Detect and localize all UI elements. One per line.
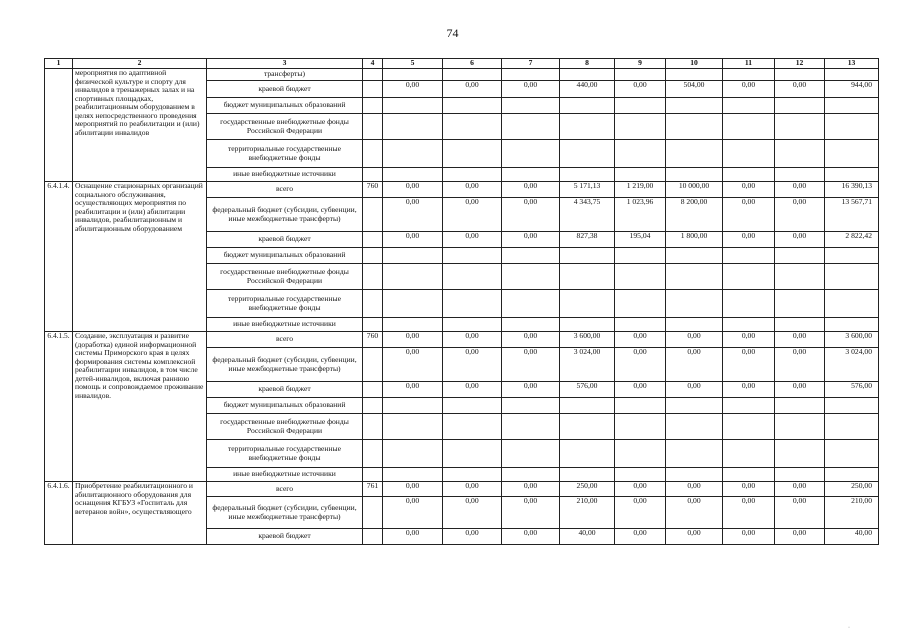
value-cell-col-7: 0,00 — [502, 198, 560, 232]
value-cell-col-12: 0,00 — [775, 232, 825, 248]
grbs-code — [363, 168, 383, 182]
value-cell-col-10 — [666, 248, 723, 264]
value-cell-col-13: 3 024,00 — [825, 348, 879, 382]
value-cell-col-11 — [723, 414, 775, 440]
value-cell-col-12 — [775, 398, 825, 414]
item-code: 6.4.1.4. — [45, 182, 73, 332]
value-cell-col-6 — [443, 248, 502, 264]
value-cell-col-5: 0,00 — [383, 182, 443, 198]
value-cell-col-7 — [502, 414, 560, 440]
value-cell-col-8: 3 600,00 — [560, 332, 615, 348]
value-cell-col-5 — [383, 318, 443, 332]
value-cell-col-12: 0,00 — [775, 482, 825, 497]
value-cell-col-8 — [560, 69, 615, 81]
value-cell-col-5 — [383, 168, 443, 182]
value-cell-col-8: 40,00 — [560, 529, 615, 545]
value-cell-col-10: 0,00 — [666, 529, 723, 545]
funding-source: федеральный бюджет (субсидии, субвенции, иные межбюджетные трансферты) — [207, 198, 363, 232]
value-cell-col-6 — [443, 140, 502, 168]
value-cell-col-12 — [775, 168, 825, 182]
value-cell-col-12 — [775, 98, 825, 114]
value-cell-col-8 — [560, 98, 615, 114]
value-cell-col-11 — [723, 318, 775, 332]
value-cell-col-12: 0,00 — [775, 348, 825, 382]
value-cell-col-10 — [666, 440, 723, 468]
value-cell-col-13: 210,00 — [825, 497, 879, 529]
value-cell-col-9 — [615, 168, 666, 182]
value-cell-col-7: 0,00 — [502, 232, 560, 248]
item-name: Оснащение стационарных организаций социального обслуживания, осуществляющих мероприятия по реабилитации и (или) абилитации инвалидов, реабилитационным и абилитационным оборудованием — [73, 182, 207, 332]
value-cell-col-6 — [443, 114, 502, 140]
value-cell-col-10 — [666, 290, 723, 318]
value-cell-col-12 — [775, 440, 825, 468]
funding-source: всего — [207, 482, 363, 497]
value-cell-col-5: 0,00 — [383, 81, 443, 98]
value-cell-col-5: 0,00 — [383, 198, 443, 232]
value-cell-col-12: 0,00 — [775, 497, 825, 529]
funding-source: бюджет муниципальных образований — [207, 98, 363, 114]
value-cell-col-5 — [383, 248, 443, 264]
value-cell-col-13 — [825, 98, 879, 114]
item-name: Приобретение реабилитационного и абилитационного оборудования для оснащения КГБУЗ «Госпиталь для ветеранов войн», осуществляющего — [73, 482, 207, 545]
value-cell-col-8 — [560, 414, 615, 440]
column-header-6: 6 — [443, 59, 502, 69]
funding-source: всего — [207, 182, 363, 198]
funding-source: территориальные государственные внебюджетные фонды — [207, 140, 363, 168]
value-cell-col-11 — [723, 398, 775, 414]
value-cell-col-10: 8 200,00 — [666, 198, 723, 232]
value-cell-col-13 — [825, 290, 879, 318]
table-row — [45, 332, 879, 348]
value-cell-col-5 — [383, 414, 443, 440]
grbs-code — [363, 264, 383, 290]
value-cell-col-11: 0,00 — [723, 232, 775, 248]
item-code — [45, 69, 73, 182]
value-cell-col-5: 0,00 — [383, 482, 443, 497]
value-cell-col-7 — [502, 290, 560, 318]
value-cell-col-6 — [443, 168, 502, 182]
value-cell-col-7: 0,00 — [502, 81, 560, 98]
value-cell-col-9 — [615, 468, 666, 482]
value-cell-col-6 — [443, 98, 502, 114]
grbs-code: 760 — [363, 332, 383, 348]
value-cell-col-8 — [560, 264, 615, 290]
value-cell-col-5 — [383, 140, 443, 168]
funding-source: бюджет муниципальных образований — [207, 248, 363, 264]
item-code: 6.4.1.5. — [45, 332, 73, 482]
funding-source: иные внебюджетные источники — [207, 318, 363, 332]
value-cell-col-12: 0,00 — [775, 81, 825, 98]
value-cell-col-7: 0,00 — [502, 348, 560, 382]
value-cell-col-10: 0,00 — [666, 382, 723, 398]
column-header-5: 5 — [383, 59, 443, 69]
value-cell-col-7: 0,00 — [502, 529, 560, 545]
value-cell-col-9: 0,00 — [615, 482, 666, 497]
value-cell-col-7 — [502, 140, 560, 168]
value-cell-col-6 — [443, 414, 502, 440]
value-cell-col-5 — [383, 290, 443, 318]
value-cell-col-8 — [560, 114, 615, 140]
value-cell-col-5: 0,00 — [383, 497, 443, 529]
column-header-10: 10 — [666, 59, 723, 69]
funding-source: государственные внебюджетные фонды Российской Федерации — [207, 114, 363, 140]
value-cell-col-13 — [825, 440, 879, 468]
funding-source: бюджет муниципальных образований — [207, 398, 363, 414]
value-cell-col-5: 0,00 — [383, 348, 443, 382]
value-cell-col-6: 0,00 — [443, 232, 502, 248]
value-cell-col-10: 0,00 — [666, 348, 723, 382]
funding-source: государственные внебюджетные фонды Российской Федерации — [207, 264, 363, 290]
value-cell-col-7: 0,00 — [502, 182, 560, 198]
value-cell-col-8: 440,00 — [560, 81, 615, 98]
grbs-code — [363, 114, 383, 140]
value-cell-col-12: 0,00 — [775, 182, 825, 198]
value-cell-col-10 — [666, 264, 723, 290]
value-cell-col-9: 0,00 — [615, 81, 666, 98]
grbs-code: 761 — [363, 482, 383, 497]
value-cell-col-11: 0,00 — [723, 81, 775, 98]
value-cell-col-12: 0,00 — [775, 198, 825, 232]
grbs-code — [363, 440, 383, 468]
value-cell-col-10 — [666, 114, 723, 140]
value-cell-col-12 — [775, 69, 825, 81]
value-cell-col-13 — [825, 414, 879, 440]
column-header-11: 11 — [723, 59, 775, 69]
value-cell-col-5 — [383, 114, 443, 140]
table-row — [45, 182, 879, 198]
funding-source: территориальные государственные внебюджетные фонды — [207, 440, 363, 468]
table-row — [45, 482, 879, 497]
value-cell-col-13 — [825, 248, 879, 264]
value-cell-col-7: 0,00 — [502, 332, 560, 348]
value-cell-col-6 — [443, 468, 502, 482]
value-cell-col-9 — [615, 140, 666, 168]
value-cell-col-12 — [775, 414, 825, 440]
value-cell-col-13: 250,00 — [825, 482, 879, 497]
budget-table — [44, 58, 879, 545]
value-cell-col-13 — [825, 168, 879, 182]
value-cell-col-12 — [775, 140, 825, 168]
value-cell-col-8 — [560, 168, 615, 182]
value-cell-col-9 — [615, 440, 666, 468]
value-cell-col-9 — [615, 248, 666, 264]
value-cell-col-5: 0,00 — [383, 382, 443, 398]
funding-source: всего — [207, 332, 363, 348]
value-cell-col-5: 0,00 — [383, 232, 443, 248]
grbs-code — [363, 497, 383, 529]
value-cell-col-5 — [383, 398, 443, 414]
value-cell-col-11 — [723, 290, 775, 318]
value-cell-col-5: 0,00 — [383, 332, 443, 348]
value-cell-col-5 — [383, 98, 443, 114]
column-header-12: 12 — [775, 59, 825, 69]
grbs-code — [363, 248, 383, 264]
value-cell-col-11 — [723, 264, 775, 290]
value-cell-col-11 — [723, 440, 775, 468]
grbs-code — [363, 414, 383, 440]
value-cell-col-6 — [443, 440, 502, 468]
footer-mark: · — [848, 625, 850, 631]
value-cell-col-6 — [443, 290, 502, 318]
grbs-code — [363, 140, 383, 168]
funding-source: иные внебюджетные источники — [207, 168, 363, 182]
value-cell-col-13: 3 600,00 — [825, 332, 879, 348]
value-cell-col-8: 4 343,75 — [560, 198, 615, 232]
value-cell-col-10 — [666, 468, 723, 482]
value-cell-col-13 — [825, 114, 879, 140]
item-name: мероприятия по адаптивной физической культуре и спорту для инвалидов в тренажерных залах и на спортивных площадках, реабилитационным оборудованием в целях непосредственного проведения мероприятий по реабилитации и (или) абилитации инвалидов — [73, 69, 207, 182]
value-cell-col-12 — [775, 264, 825, 290]
value-cell-col-7 — [502, 264, 560, 290]
funding-source: трансферты) — [207, 69, 363, 81]
value-cell-col-8: 210,00 — [560, 497, 615, 529]
funding-source: территориальные государственные внебюджетные фонды — [207, 290, 363, 318]
value-cell-col-6 — [443, 264, 502, 290]
value-cell-col-5 — [383, 440, 443, 468]
value-cell-col-9 — [615, 414, 666, 440]
value-cell-col-8: 827,38 — [560, 232, 615, 248]
column-header-7: 7 — [502, 59, 560, 69]
value-cell-col-7 — [502, 69, 560, 81]
value-cell-col-12: 0,00 — [775, 529, 825, 545]
funding-source: краевой бюджет — [207, 382, 363, 398]
value-cell-col-8 — [560, 440, 615, 468]
value-cell-col-13: 576,00 — [825, 382, 879, 398]
value-cell-col-11: 0,00 — [723, 497, 775, 529]
value-cell-col-9: 1 219,00 — [615, 182, 666, 198]
value-cell-col-6 — [443, 398, 502, 414]
value-cell-col-9 — [615, 264, 666, 290]
value-cell-col-6: 0,00 — [443, 482, 502, 497]
value-cell-col-10 — [666, 168, 723, 182]
value-cell-col-10 — [666, 398, 723, 414]
value-cell-col-6: 0,00 — [443, 81, 502, 98]
value-cell-col-8: 576,00 — [560, 382, 615, 398]
value-cell-col-11: 0,00 — [723, 382, 775, 398]
column-header-1: 1 — [45, 59, 73, 69]
value-cell-col-13 — [825, 318, 879, 332]
value-cell-col-6: 0,00 — [443, 198, 502, 232]
page-number: 74 — [446, 26, 459, 40]
value-cell-col-13: 944,00 — [825, 81, 879, 98]
value-cell-col-8 — [560, 318, 615, 332]
grbs-code — [363, 468, 383, 482]
value-cell-col-13: 16 390,13 — [825, 182, 879, 198]
value-cell-col-7 — [502, 468, 560, 482]
value-cell-col-10 — [666, 98, 723, 114]
value-cell-col-10: 10 000,00 — [666, 182, 723, 198]
column-header-13: 13 — [825, 59, 879, 69]
value-cell-col-9: 0,00 — [615, 348, 666, 382]
value-cell-col-7 — [502, 248, 560, 264]
value-cell-col-11 — [723, 168, 775, 182]
value-cell-col-9: 0,00 — [615, 497, 666, 529]
value-cell-col-6 — [443, 318, 502, 332]
value-cell-col-8 — [560, 290, 615, 318]
funding-source: федеральный бюджет (субсидии, субвенции, иные межбюджетные трансферты) — [207, 348, 363, 382]
grbs-code — [363, 529, 383, 545]
value-cell-col-11 — [723, 140, 775, 168]
value-cell-col-8: 3 024,00 — [560, 348, 615, 382]
column-header-3: 3 — [207, 59, 363, 69]
value-cell-col-9: 0,00 — [615, 332, 666, 348]
column-header-4: 4 — [363, 59, 383, 69]
value-cell-col-12 — [775, 290, 825, 318]
value-cell-col-10 — [666, 414, 723, 440]
grbs-code — [363, 348, 383, 382]
value-cell-col-9 — [615, 114, 666, 140]
column-header-2: 2 — [73, 59, 207, 69]
grbs-code: 760 — [363, 182, 383, 198]
value-cell-col-7: 0,00 — [502, 482, 560, 497]
value-cell-col-13: 2 822,42 — [825, 232, 879, 248]
grbs-code — [363, 382, 383, 398]
value-cell-col-12 — [775, 114, 825, 140]
value-cell-col-7 — [502, 318, 560, 332]
value-cell-col-9: 1 023,96 — [615, 198, 666, 232]
value-cell-col-6: 0,00 — [443, 332, 502, 348]
value-cell-col-11: 0,00 — [723, 529, 775, 545]
funding-source: государственные внебюджетные фонды Российской Федерации — [207, 414, 363, 440]
value-cell-col-11: 0,00 — [723, 198, 775, 232]
value-cell-col-5: 0,00 — [383, 529, 443, 545]
value-cell-col-9 — [615, 398, 666, 414]
value-cell-col-8 — [560, 140, 615, 168]
value-cell-col-11: 0,00 — [723, 482, 775, 497]
item-name: Создание, эксплуатация и развитие (доработка) единой информационной системы Приморского края в целях формирования системы комплексной реабилитации инвалидов, в том числе детей-инвалидов, включая раннюю помощь и сопровождаемое проживание инвалидов. — [73, 332, 207, 482]
value-cell-col-10 — [666, 69, 723, 81]
value-cell-col-8: 5 171,13 — [560, 182, 615, 198]
value-cell-col-13: 13 567,71 — [825, 198, 879, 232]
column-header-9: 9 — [615, 59, 666, 69]
value-cell-col-7: 0,00 — [502, 382, 560, 398]
value-cell-col-13 — [825, 468, 879, 482]
value-cell-col-11 — [723, 468, 775, 482]
grbs-code — [363, 98, 383, 114]
value-cell-col-13: 40,00 — [825, 529, 879, 545]
value-cell-col-6: 0,00 — [443, 497, 502, 529]
value-cell-col-8 — [560, 248, 615, 264]
grbs-code — [363, 232, 383, 248]
value-cell-col-8 — [560, 468, 615, 482]
value-cell-col-13 — [825, 140, 879, 168]
value-cell-col-13 — [825, 69, 879, 81]
item-code: 6.4.1.6. — [45, 482, 73, 545]
value-cell-col-11: 0,00 — [723, 332, 775, 348]
value-cell-col-9 — [615, 69, 666, 81]
value-cell-col-9: 195,04 — [615, 232, 666, 248]
value-cell-col-6 — [443, 69, 502, 81]
value-cell-col-11 — [723, 114, 775, 140]
value-cell-col-8: 250,00 — [560, 482, 615, 497]
value-cell-col-10 — [666, 318, 723, 332]
value-cell-col-13 — [825, 398, 879, 414]
value-cell-col-8 — [560, 398, 615, 414]
value-cell-col-6: 0,00 — [443, 348, 502, 382]
value-cell-col-9: 0,00 — [615, 529, 666, 545]
value-cell-col-6: 0,00 — [443, 382, 502, 398]
table-row — [45, 69, 879, 81]
value-cell-col-7 — [502, 398, 560, 414]
funding-source: иные внебюджетные источники — [207, 468, 363, 482]
column-header-8: 8 — [560, 59, 615, 69]
funding-source: краевой бюджет — [207, 529, 363, 545]
value-cell-col-13 — [825, 264, 879, 290]
value-cell-col-5 — [383, 69, 443, 81]
value-cell-col-10: 0,00 — [666, 332, 723, 348]
value-cell-col-11 — [723, 98, 775, 114]
value-cell-col-9 — [615, 290, 666, 318]
value-cell-col-10 — [666, 140, 723, 168]
value-cell-col-7 — [502, 440, 560, 468]
value-cell-col-12: 0,00 — [775, 332, 825, 348]
grbs-code — [363, 69, 383, 81]
value-cell-col-12 — [775, 248, 825, 264]
value-cell-col-10: 504,00 — [666, 81, 723, 98]
value-cell-col-7 — [502, 114, 560, 140]
value-cell-col-6: 0,00 — [443, 529, 502, 545]
value-cell-col-5 — [383, 264, 443, 290]
value-cell-col-11: 0,00 — [723, 348, 775, 382]
grbs-code — [363, 198, 383, 232]
grbs-code — [363, 81, 383, 98]
value-cell-col-9 — [615, 318, 666, 332]
value-cell-col-12: 0,00 — [775, 382, 825, 398]
funding-source: краевой бюджет — [207, 232, 363, 248]
value-cell-col-7: 0,00 — [502, 497, 560, 529]
value-cell-col-10: 0,00 — [666, 497, 723, 529]
grbs-code — [363, 318, 383, 332]
funding-source: федеральный бюджет (субсидии, субвенции, иные межбюджетные трансферты) — [207, 497, 363, 529]
value-cell-col-9: 0,00 — [615, 382, 666, 398]
funding-source: краевой бюджет — [207, 81, 363, 98]
value-cell-col-6: 0,00 — [443, 182, 502, 198]
value-cell-col-10: 1 800,00 — [666, 232, 723, 248]
table-header-row — [45, 59, 879, 69]
value-cell-col-7 — [502, 98, 560, 114]
grbs-code — [363, 290, 383, 318]
value-cell-col-10: 0,00 — [666, 482, 723, 497]
value-cell-col-11: 0,00 — [723, 182, 775, 198]
value-cell-col-12 — [775, 468, 825, 482]
value-cell-col-11 — [723, 248, 775, 264]
grbs-code — [363, 398, 383, 414]
value-cell-col-7 — [502, 168, 560, 182]
value-cell-col-11 — [723, 69, 775, 81]
value-cell-col-9 — [615, 98, 666, 114]
value-cell-col-12 — [775, 318, 825, 332]
value-cell-col-5 — [383, 468, 443, 482]
